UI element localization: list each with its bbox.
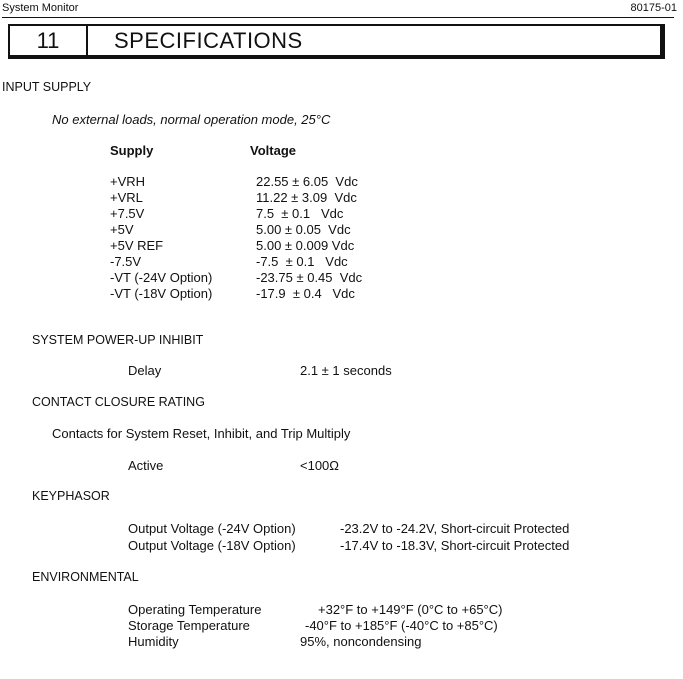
supply-name: +VRH	[110, 174, 146, 189]
supply-name: +7.5V	[110, 206, 145, 221]
supply-voltage: 7.5 ± 0.1 Vdc	[256, 206, 344, 221]
environmental-label: Storage Temperature	[128, 618, 250, 633]
supply-voltage: -17.9 ± 0.4 Vdc	[256, 286, 355, 301]
supply-voltage: 5.00 ± 0.05 Vdc	[256, 222, 351, 237]
delay-value: 2.1 ± 1 seconds	[300, 363, 392, 378]
supply-voltage: 5.00 ± 0.009 Vdc	[256, 238, 355, 253]
environmental-label: Humidity	[128, 634, 179, 649]
keyphasor-label: Output Voltage (-24V Option)	[128, 521, 296, 536]
active-value: <100Ω	[300, 458, 339, 473]
supply-column-header: Supply	[110, 143, 154, 158]
document-number: 80175-01	[630, 2, 677, 14]
supply-voltage: -23.75 ± 0.45 Vdc	[256, 270, 363, 285]
keyphasor-heading: KEYPHASOR	[32, 489, 110, 503]
section-title-box	[8, 24, 665, 59]
environmental-heading: ENVIRONMENTAL	[32, 570, 139, 584]
supply-name: +5V	[110, 222, 134, 237]
document-header-title: System Monitor	[2, 2, 79, 14]
voltage-column-header: Voltage	[250, 143, 296, 158]
keyphasor-value: -17.4V to -18.3V, Short-circuit Protected	[340, 538, 570, 553]
environmental-value: +32°F to +149°F (0°C to +65°C)	[318, 602, 503, 617]
supply-voltage: 11.22 ± 3.09 Vdc	[256, 190, 357, 205]
power-up-heading: SYSTEM POWER-UP INHIBIT	[32, 333, 204, 347]
section-number: 11	[10, 26, 88, 55]
supply-name: -VT (-24V Option)	[110, 270, 213, 285]
input-supply-heading: INPUT SUPPLY	[2, 80, 92, 94]
delay-label: Delay	[128, 363, 162, 378]
environmental-value: -40°F to +185°F (-40°C to +85°C)	[305, 618, 498, 633]
contact-description: Contacts for System Reset, Inhibit, and Trip Multiply	[52, 426, 351, 441]
supply-name: +5V REF	[110, 238, 164, 253]
active-label: Active	[128, 458, 164, 473]
supply-name: -VT (-18V Option)	[110, 286, 213, 301]
section-title: SPECIFICATIONS	[114, 27, 303, 53]
environmental-value: 95%, noncondensing	[300, 634, 422, 649]
supply-voltage: 22.55 ± 6.05 Vdc	[256, 174, 358, 189]
header-rule	[2, 17, 674, 18]
input-supply-condition: No external loads, normal operation mode, 25°C	[52, 112, 331, 127]
supply-voltage: -7.5 ± 0.1 Vdc	[256, 254, 348, 269]
environmental-label: Operating Temperature	[128, 602, 262, 617]
keyphasor-label: Output Voltage (-18V Option)	[128, 538, 296, 553]
contact-heading: CONTACT CLOSURE RATING	[32, 395, 205, 409]
supply-name: -7.5V	[110, 254, 142, 269]
supply-name: +VRL	[110, 190, 143, 205]
keyphasor-value: -23.2V to -24.2V, Short-circuit Protected	[340, 521, 570, 536]
